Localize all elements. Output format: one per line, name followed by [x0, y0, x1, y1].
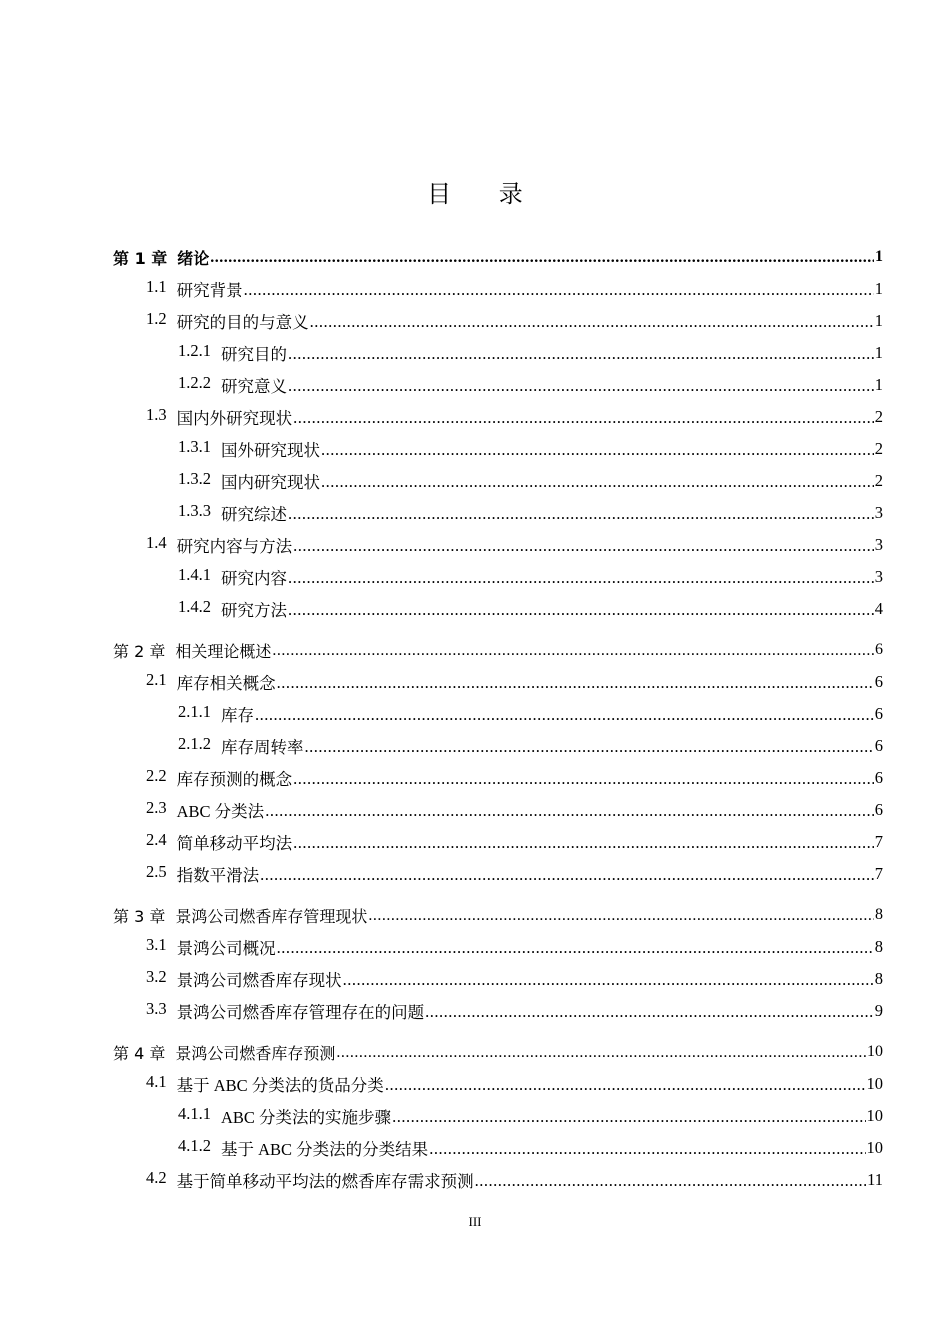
toc-entry[interactable] — [113, 337, 883, 369]
toc-entry-page: 7 — [874, 832, 883, 851]
toc-entry-number: 1.3 — [146, 405, 167, 424]
toc-entry-title: 国内外研究现状 — [176, 409, 293, 428]
toc-entry[interactable] — [113, 497, 883, 529]
toc-entry-label — [178, 501, 287, 525]
toc-entry[interactable] — [113, 593, 883, 625]
toc-entry-title: 研究内容 — [221, 569, 287, 588]
toc-dot-leader — [392, 1107, 865, 1127]
toc-entry-title: 简单移动平均法 — [176, 834, 293, 853]
toc-entry[interactable] — [113, 1036, 883, 1068]
toc-dot-leader — [305, 737, 874, 757]
toc-entry[interactable] — [113, 561, 883, 593]
toc-entry-number: 4.2 — [146, 1168, 167, 1187]
toc-entry[interactable] — [113, 931, 883, 963]
toc-dot-leader — [210, 249, 874, 267]
toc-entry-page: 3 — [874, 503, 883, 522]
toc-entry-page: 6 — [874, 768, 883, 787]
toc-dot-leader — [288, 504, 874, 524]
toc-entry-title: 库存预测的概念 — [176, 770, 293, 789]
toc-entry-label — [178, 469, 320, 493]
toc-entry-number: 4.1 — [146, 1072, 167, 1091]
toc-entry-number: 1.2.1 — [178, 341, 211, 360]
toc-entry-page: 7 — [874, 864, 883, 883]
toc-entry-number: 3.1 — [146, 935, 167, 954]
toc-entry-page: 4 — [874, 599, 883, 618]
toc-entry-number: 2.3 — [146, 798, 167, 817]
toc-entry[interactable] — [113, 634, 883, 666]
toc-entry-title: 景鸿公司概况 — [176, 939, 276, 958]
toc-entry-page: 2 — [874, 439, 883, 458]
toc-entry-title: 基于 ABC 分类法的分类结果 — [221, 1140, 429, 1159]
toc-entry-page: 6 — [874, 736, 883, 755]
toc-entry[interactable] — [113, 899, 883, 931]
toc-entry[interactable] — [113, 1164, 883, 1196]
toc-entry-page: 2 — [874, 471, 883, 490]
toc-dot-leader — [277, 938, 874, 958]
toc-entry-label — [178, 1104, 391, 1128]
toc-entry-number: 1.3.3 — [178, 501, 211, 520]
toc-entry[interactable] — [113, 1100, 883, 1132]
toc-entry-label — [146, 1168, 474, 1192]
toc-entry-page: 1 — [874, 375, 883, 394]
toc-entry[interactable] — [113, 369, 883, 401]
toc-entry-title: 绪论 — [177, 248, 210, 268]
toc-dot-leader — [293, 408, 874, 428]
toc-entry-number: 第 4 章 — [113, 1043, 166, 1063]
toc-entry-number: 2.2 — [146, 766, 167, 785]
toc-entry-page: 9 — [874, 1001, 883, 1020]
toc-entry-number: 1.2 — [146, 309, 167, 328]
toc-dot-leader — [277, 673, 874, 693]
toc-entry[interactable] — [113, 762, 883, 794]
toc-entry-title: 相关理论概述 — [175, 641, 272, 661]
toc-dot-leader — [288, 376, 874, 396]
toc-entry-label — [113, 246, 209, 269]
toc-entry-page: 1 — [874, 279, 883, 298]
toc-entry-label — [146, 1072, 384, 1096]
toc-entry-page: 6 — [874, 800, 883, 819]
toc-entry-title: 基于 ABC 分类法的货品分类 — [176, 1076, 384, 1095]
toc-entry-title: 研究方法 — [221, 601, 287, 620]
toc-entry-label — [113, 639, 271, 662]
toc-dot-leader — [385, 1075, 866, 1095]
toc-entry-label — [146, 935, 276, 959]
toc-dot-leader — [475, 1171, 866, 1191]
toc-dot-leader — [288, 600, 874, 620]
toc-entry[interactable] — [113, 241, 883, 273]
toc-entry-page: 1 — [875, 248, 883, 265]
toc-dot-leader — [244, 280, 874, 300]
toc-entry-label — [178, 702, 254, 726]
toc-entry-page: 10 — [866, 1074, 883, 1093]
toc-entry-page: 8 — [874, 937, 883, 956]
table-of-contents — [113, 241, 883, 1196]
toc-entry[interactable] — [113, 730, 883, 762]
toc-entry-number: 第 3 章 — [113, 906, 166, 926]
toc-entry-label — [146, 862, 259, 886]
toc-entry[interactable] — [113, 666, 883, 698]
toc-entry-label — [113, 904, 367, 927]
toc-entry-page: 1 — [874, 343, 883, 362]
toc-entry[interactable] — [113, 465, 883, 497]
toc-entry-page: 10 — [866, 1106, 883, 1125]
toc-entry-page: 8 — [875, 906, 883, 923]
toc-entry-title: 库存周转率 — [221, 738, 304, 757]
toc-entry-number: 2.1.1 — [178, 702, 211, 721]
toc-dot-leader — [429, 1139, 865, 1159]
toc-entry-label — [178, 373, 287, 397]
toc-entry-number: 4.1.1 — [178, 1104, 211, 1123]
toc-dot-leader — [368, 907, 874, 925]
toc-entry[interactable] — [113, 995, 883, 1027]
toc-entry-page: 8 — [874, 969, 883, 988]
toc-dot-leader — [288, 568, 874, 588]
toc-entry-label — [146, 309, 309, 333]
toc-entry[interactable] — [113, 698, 883, 730]
toc-dot-leader — [272, 642, 874, 660]
toc-entry-title: 库存 — [221, 706, 254, 725]
toc-entry[interactable] — [113, 858, 883, 890]
toc-entry[interactable] — [113, 1132, 883, 1164]
toc-entry-title: 研究目的 — [221, 345, 287, 364]
toc-entry[interactable] — [113, 529, 883, 561]
toc-entry-label — [146, 999, 424, 1023]
toc-dot-leader — [425, 1002, 874, 1022]
toc-dot-leader — [343, 970, 874, 990]
page-number-footer: III — [468, 1214, 482, 1229]
toc-entry-label — [178, 597, 287, 621]
toc-entry-page: 10 — [866, 1138, 883, 1157]
toc-entry[interactable] — [113, 273, 883, 305]
toc-entry-title: 研究的目的与意义 — [176, 313, 309, 332]
toc-dot-leader — [265, 801, 874, 821]
toc-entry-title: 景鸿公司燃香库存预测 — [175, 1043, 336, 1063]
toc-entry-label — [146, 798, 264, 822]
toc-entry-page: 6 — [874, 704, 883, 723]
toc-entry-number: 3.2 — [146, 967, 167, 986]
toc-entry-page: 3 — [874, 535, 883, 554]
toc-entry-label — [113, 1041, 335, 1064]
toc-entry-number: 1.3.1 — [178, 437, 211, 456]
toc-entry-page: 1 — [874, 311, 883, 330]
toc-entry-page: 10 — [867, 1043, 883, 1060]
toc-entry-label — [146, 766, 292, 790]
toc-entry-title: 景鸿公司燃香库存管理现状 — [175, 906, 368, 926]
toc-entry-number: 1.2.2 — [178, 373, 211, 392]
toc-dot-leader — [293, 536, 874, 556]
toc-entry-number: 2.1 — [146, 670, 167, 689]
toc-entry-page: 6 — [875, 641, 883, 658]
toc-entry-page: 2 — [874, 407, 883, 426]
toc-entry-label — [178, 437, 320, 461]
toc-dot-leader — [293, 769, 874, 789]
page-title: 目 录 — [427, 180, 543, 208]
toc-entry-title: 国外研究现状 — [221, 441, 320, 460]
toc-dot-leader — [255, 705, 874, 725]
toc-dot-leader — [321, 472, 874, 492]
toc-entry[interactable] — [113, 794, 883, 826]
toc-entry-title: 研究意义 — [221, 377, 287, 396]
toc-entry-label — [146, 967, 342, 991]
toc-entry-label — [178, 1136, 428, 1160]
toc-entry-page: 3 — [874, 567, 883, 586]
toc-entry-number: 1.4.2 — [178, 597, 211, 616]
toc-entry-number: 1.1 — [146, 277, 167, 296]
toc-entry-title: 研究综述 — [221, 505, 287, 524]
toc-entry-title: 景鸿公司燃香库存现状 — [176, 971, 342, 990]
toc-entry[interactable] — [113, 826, 883, 858]
toc-entry-number: 第 2 章 — [113, 641, 166, 661]
toc-entry-label — [146, 670, 276, 694]
toc-entry-label — [146, 533, 292, 557]
toc-entry-label — [146, 277, 243, 301]
toc-entry-number: 1.4.1 — [178, 565, 211, 584]
toc-dot-leader — [260, 865, 874, 885]
toc-entry-title: 库存相关概念 — [176, 674, 276, 693]
toc-entry-number: 3.3 — [146, 999, 167, 1018]
toc-dot-leader — [336, 1044, 866, 1062]
toc-entry[interactable] — [113, 963, 883, 995]
toc-entry-title: ABC 分类法 — [176, 802, 265, 821]
toc-entry-number: 1.4 — [146, 533, 167, 552]
toc-entry-title: 景鸿公司燃香库存管理存在的问题 — [176, 1003, 425, 1022]
toc-entry-title: 国内研究现状 — [221, 473, 320, 492]
toc-entry-page: 6 — [874, 672, 883, 691]
toc-entry[interactable] — [113, 401, 883, 433]
toc-dot-leader — [310, 312, 874, 332]
toc-entry-title: 基于简单移动平均法的燃香库存需求预测 — [176, 1172, 474, 1191]
toc-entry-label — [178, 734, 304, 758]
toc-entry-title: 研究内容与方法 — [176, 537, 293, 556]
toc-entry-page: 11 — [867, 1170, 883, 1189]
toc-entry-title: ABC 分类法的实施步骤 — [221, 1108, 392, 1127]
toc-entry-number: 1.3.2 — [178, 469, 211, 488]
toc-dot-leader — [288, 344, 874, 364]
toc-entry[interactable] — [113, 305, 883, 337]
toc-entry-number: 2.1.2 — [178, 734, 211, 753]
toc-entry-title: 研究背景 — [176, 281, 243, 300]
toc-dot-leader — [293, 833, 874, 853]
toc-entry-label — [146, 405, 292, 429]
toc-entry-label — [178, 565, 287, 589]
toc-entry-label — [146, 830, 292, 854]
toc-entry[interactable] — [113, 1068, 883, 1100]
toc-entry-number: 2.4 — [146, 830, 167, 849]
toc-entry[interactable] — [113, 433, 883, 465]
toc-entry-number: 4.1.2 — [178, 1136, 211, 1155]
toc-entry-number: 第 1 章 — [113, 248, 168, 268]
toc-dot-leader — [321, 440, 874, 460]
toc-entry-title: 指数平滑法 — [176, 866, 260, 885]
toc-entry-number: 2.5 — [146, 862, 167, 881]
toc-entry-label — [178, 341, 287, 365]
